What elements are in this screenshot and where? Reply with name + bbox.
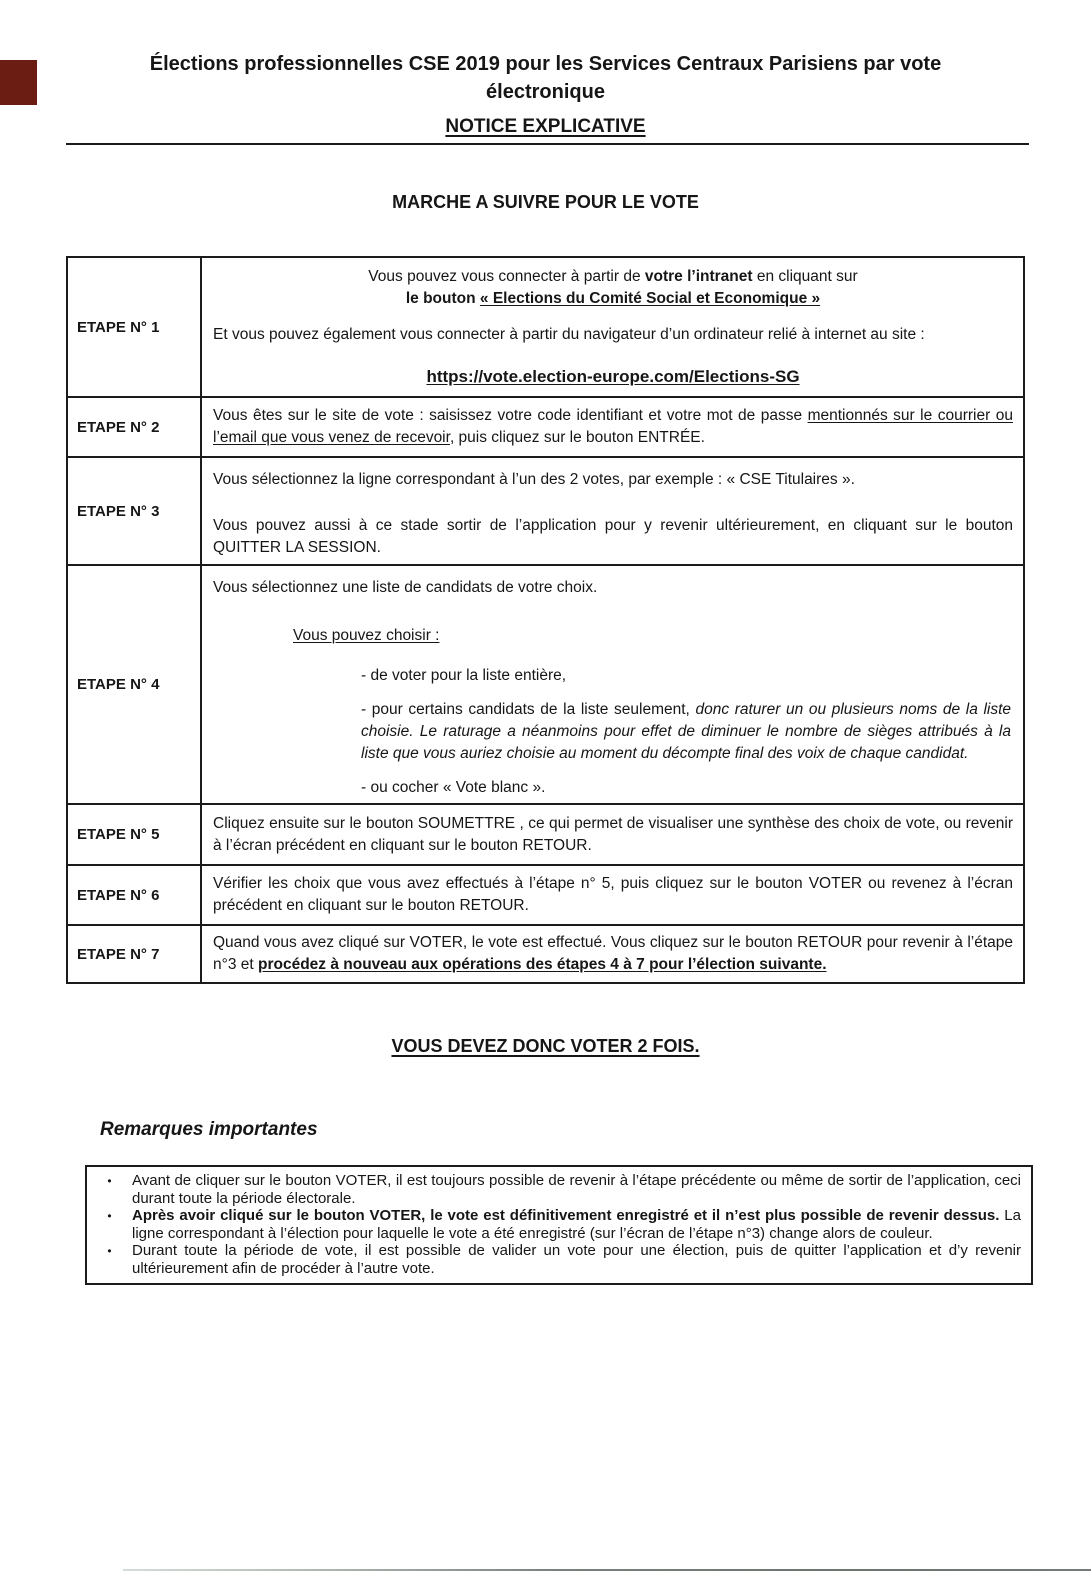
bullet-icon: • xyxy=(107,1174,112,1188)
step1-line2-pre: le bouton xyxy=(405,290,480,307)
bottom-scan-line xyxy=(123,1569,1091,1571)
step6-text: Vérifier les choix que vous avez effectués à l’étape n° 5, puis cliquez sur le bouton VOTER ou revenez à l’écran précédent en cliquant sur le bouton RETOUR. xyxy=(213,875,1013,914)
remark-text-3: Durant toute la période de vote, il est possible de valider un vote pour une élection, puis de quitter l’application et d’y revenir ultérieurement afin de procéder à l’autre vote. xyxy=(132,1242,1021,1277)
step4-option-full-list: - de voter pour la liste entière, xyxy=(361,667,567,684)
step4-choose-heading xyxy=(293,625,1013,647)
page-title xyxy=(76,50,1016,106)
step5-text: Cliquez ensuite sur le bouton SOUMETTRE , ce qui permet de visualiser une synthèse des choix de vote, ou revenir à l’écran précédent en cliquant sur le bouton RETOUR. xyxy=(213,814,1013,854)
step1-line2-link-label: « Elections du Comité Social et Economique » xyxy=(479,290,821,307)
step1-intranet-line1 xyxy=(213,266,1013,288)
step7-pre: Quand vous avez cliqué sur VOTER, le vote est effectué. Vous cliquez sur le bouton RETOUR pour revenir à l’étape n°3 et xyxy=(213,934,1013,973)
vote-twice-heading: VOUS DEVEZ DONC VOTER 2 FOIS. xyxy=(391,1036,700,1056)
step-label-5: ETAPE N° 5 xyxy=(68,805,202,864)
step4-option-blank-vote: - ou cocher « Vote blanc ». xyxy=(361,779,546,796)
step3-paragraph-2: Vous pouvez aussi à ce stade sortir de l’application pour y revenir ultérieurement, en cliquant sur le bouton QUITTER LA SESSION. xyxy=(213,517,1013,556)
step4-option2-pre: - pour certains candidats de la liste seulement, xyxy=(361,701,696,718)
remark2-rest: La ligne correspondant à l’élection pour laquelle le vote a été enregistré (sur l’écran de l’étape n°3) change alors de couleur. xyxy=(132,1207,1021,1242)
step2-text xyxy=(213,405,1013,449)
header-rule xyxy=(66,143,1029,145)
remark-item-2 xyxy=(87,1207,1021,1242)
step2-post: , puis cliquez sur le bouton ENTRÉE. xyxy=(449,429,705,446)
step-label-6: ETAPE N° 6 xyxy=(68,866,202,924)
remarks-heading: Remarques importantes xyxy=(100,1119,318,1140)
step-label-2: ETAPE N° 2 xyxy=(68,398,202,456)
bullet-icon: • xyxy=(107,1244,112,1258)
step3-paragraph-1: Vous sélectionnez la ligne correspondant à l’un des 2 votes, par exemple : « CSE Titulaires ». xyxy=(213,471,855,488)
step-content-5 xyxy=(202,805,1023,864)
step-content-7 xyxy=(202,926,1023,982)
step1-line1-bold: votre l’intranet xyxy=(644,268,753,285)
remark-text-1: Avant de cliquer sur le bouton VOTER, il est toujours possible de revenir à l’étape précédente ou même de sortir de l’application, ceci durant toute la période électorale. xyxy=(132,1172,1021,1207)
remarks-box xyxy=(85,1165,1033,1285)
step7-bold-underline: procédez à nouveau aux opérations des étapes 4 à 7 pour l’élection suivante. xyxy=(257,956,827,973)
step4-choose-heading-text: Vous pouvez choisir : xyxy=(293,627,440,644)
notice-subtitle: NOTICE EXPLICATIVE xyxy=(445,116,646,137)
step-content-2 xyxy=(202,398,1023,456)
step4-paragraph-1: Vous sélectionnez une liste de candidats de votre choix. xyxy=(213,579,598,596)
step-row-3 xyxy=(68,456,1023,564)
step-row-1 xyxy=(68,258,1023,396)
step4-option2-italic: donc raturer un ou plusieurs noms de la liste choisie. Le raturage a néanmoins pour effet de diminuer le nombre de sièges attribués à la liste que vous auriez choisie au moment du décompte final des voix de chaque candidat. xyxy=(361,701,1012,762)
step4-option-partial-list xyxy=(361,699,1013,765)
step1-intranet-line2 xyxy=(213,288,1013,310)
step-row-2 xyxy=(68,396,1023,456)
step-content-1 xyxy=(202,258,1023,396)
remark2-bold: Après avoir cliqué sur le bouton VOTER, le vote est définitivement enregistré et il n’est plus possible de revenir dessus. xyxy=(132,1207,1000,1224)
step-label-3: ETAPE N° 3 xyxy=(68,458,202,564)
step-row-7 xyxy=(68,924,1023,982)
steps-table xyxy=(66,256,1025,984)
step-content-4 xyxy=(202,566,1023,803)
remark-item-1 xyxy=(87,1172,1021,1207)
bullet-icon: • xyxy=(107,1209,112,1223)
step1-line1-pre: Vous pouvez vous connecter à partir de xyxy=(368,268,645,285)
step-row-4 xyxy=(68,564,1023,803)
page-title-line2: électronique xyxy=(486,81,605,103)
step1-url-line xyxy=(213,366,1013,388)
vote-url-text: https://vote.election-europe.com/Elections-SG xyxy=(426,367,800,386)
step-row-6 xyxy=(68,864,1023,924)
step7-text xyxy=(213,932,1013,976)
scan-artifact-mark xyxy=(0,60,37,105)
remark-text-2 xyxy=(132,1207,1021,1242)
section-heading: MARCHE A SUIVRE POUR LE VOTE xyxy=(392,192,699,212)
step-row-5 xyxy=(68,803,1023,864)
step1-line1-post: en cliquant sur xyxy=(752,268,858,285)
step1-paragraph: Et vous pouvez également vous connecter à partir du navigateur d’un ordinateur relié à internet au site : xyxy=(213,326,925,343)
step-label-4: ETAPE N° 4 xyxy=(68,566,202,803)
step-content-6 xyxy=(202,866,1023,924)
remark-item-3 xyxy=(87,1242,1021,1277)
step2-underlined: mentionnés sur le courrier ou l’email que vous venez de recevoir xyxy=(213,407,1013,446)
step-label-7: ETAPE N° 7 xyxy=(68,926,202,982)
step-content-3 xyxy=(202,458,1023,564)
page-title-line1: Élections professionnelles CSE 2019 pour les Services Centraux Parisiens par vote xyxy=(149,53,942,75)
step-label-1: ETAPE N° 1 xyxy=(68,258,202,396)
step2-pre: Vous êtes sur le site de vote : saisissez votre code identifiant et votre mot de passe xyxy=(213,407,808,424)
